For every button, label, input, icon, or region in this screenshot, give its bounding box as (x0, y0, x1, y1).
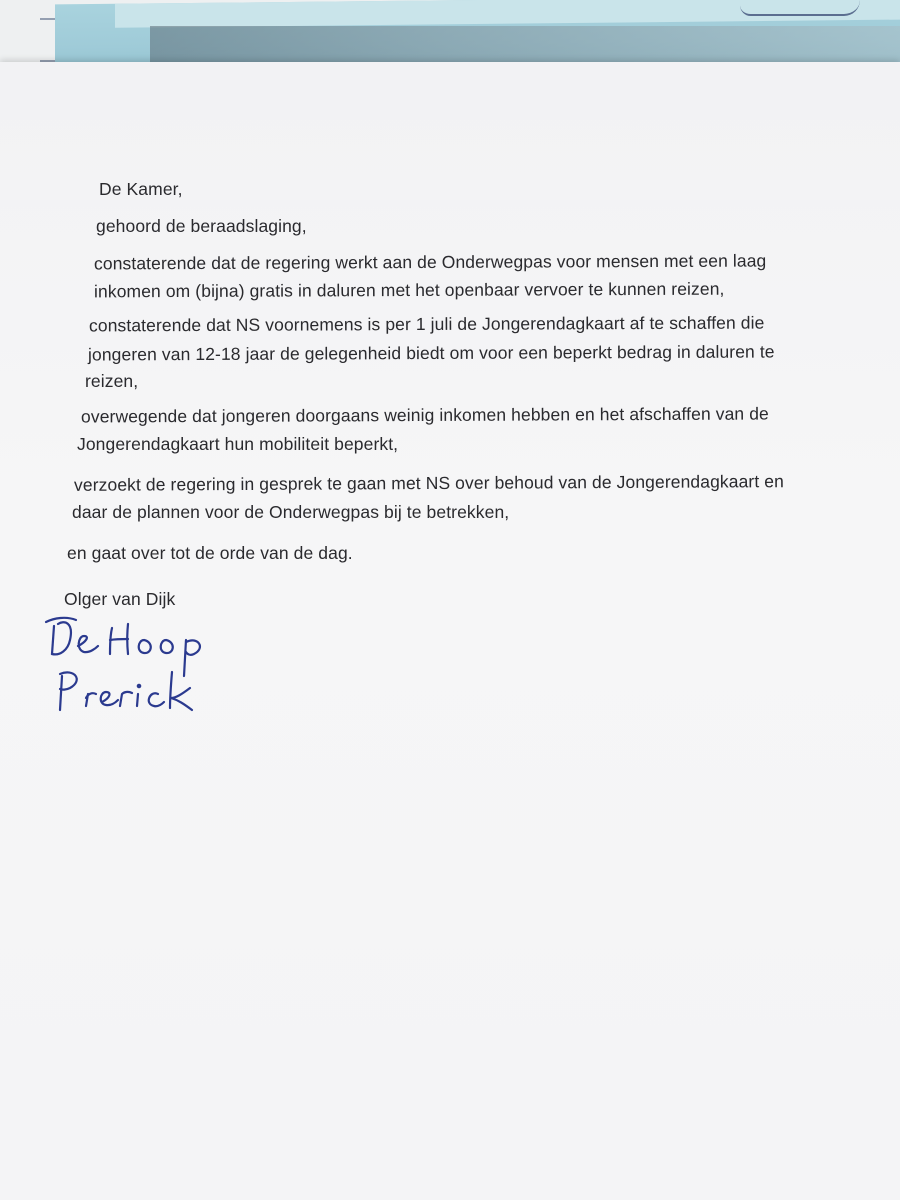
sig-e (78, 636, 98, 652)
sig-H-bar (110, 639, 128, 640)
para4-line1: verzoekt de regering in gesprek te gaan met NS over behoud van de Jongerendagkaart en (73, 471, 784, 495)
opening-line: De Kamer, (99, 179, 183, 199)
sig-e2 (101, 692, 118, 705)
handwritten-signature (40, 606, 240, 726)
para2-line2: jongeren van 12-18 jaar de gelegenheid biedt om voor een beperkt bedrag in daluren te (87, 341, 775, 365)
background-scribble (740, 0, 860, 16)
sig-D-stem (52, 626, 54, 654)
para1-line1: constaterende dat de regering werkt aan de Onderwegpas voor mensen met een laag (93, 250, 767, 274)
para2-line3: reizen, (85, 371, 139, 391)
para3-line2: Jongerendagkaart hun mobiliteit beperkt, (77, 434, 399, 454)
para1-line2: inkomen om (bijna) gratis in daluren met het openbaar vervoer te kunnen reizen, (93, 278, 725, 302)
para3-line1: overwegende dat jongeren doorgaans weinig inkomen hebben en het afschaffen van de (80, 403, 769, 427)
sig-k-stem (170, 672, 172, 708)
sig-o2 (161, 640, 173, 653)
sig-i-dot (138, 685, 140, 687)
sig-p-bowl (186, 640, 200, 654)
closing-line: en gaat over tot de orde van de dag. (67, 543, 353, 563)
sig-o1 (139, 640, 151, 653)
sig-k-arm (171, 688, 192, 710)
para2-line1: constaterende dat NS voornemens is per 1 juli de Jongerendagkaart af te schaffen die (88, 312, 765, 336)
sig-i (137, 694, 138, 706)
heard-line: gehoord de beraadslaging, (96, 216, 307, 236)
submitter-name: Olger van Dijk (64, 589, 176, 609)
para4-line2: daar de plannen voor de Onderwegpas bij te betrekken, (72, 502, 510, 522)
sig-p-stem (184, 640, 186, 676)
sig-r2 (120, 692, 132, 706)
sig-c (149, 693, 164, 706)
sig-P-stem (60, 676, 62, 710)
